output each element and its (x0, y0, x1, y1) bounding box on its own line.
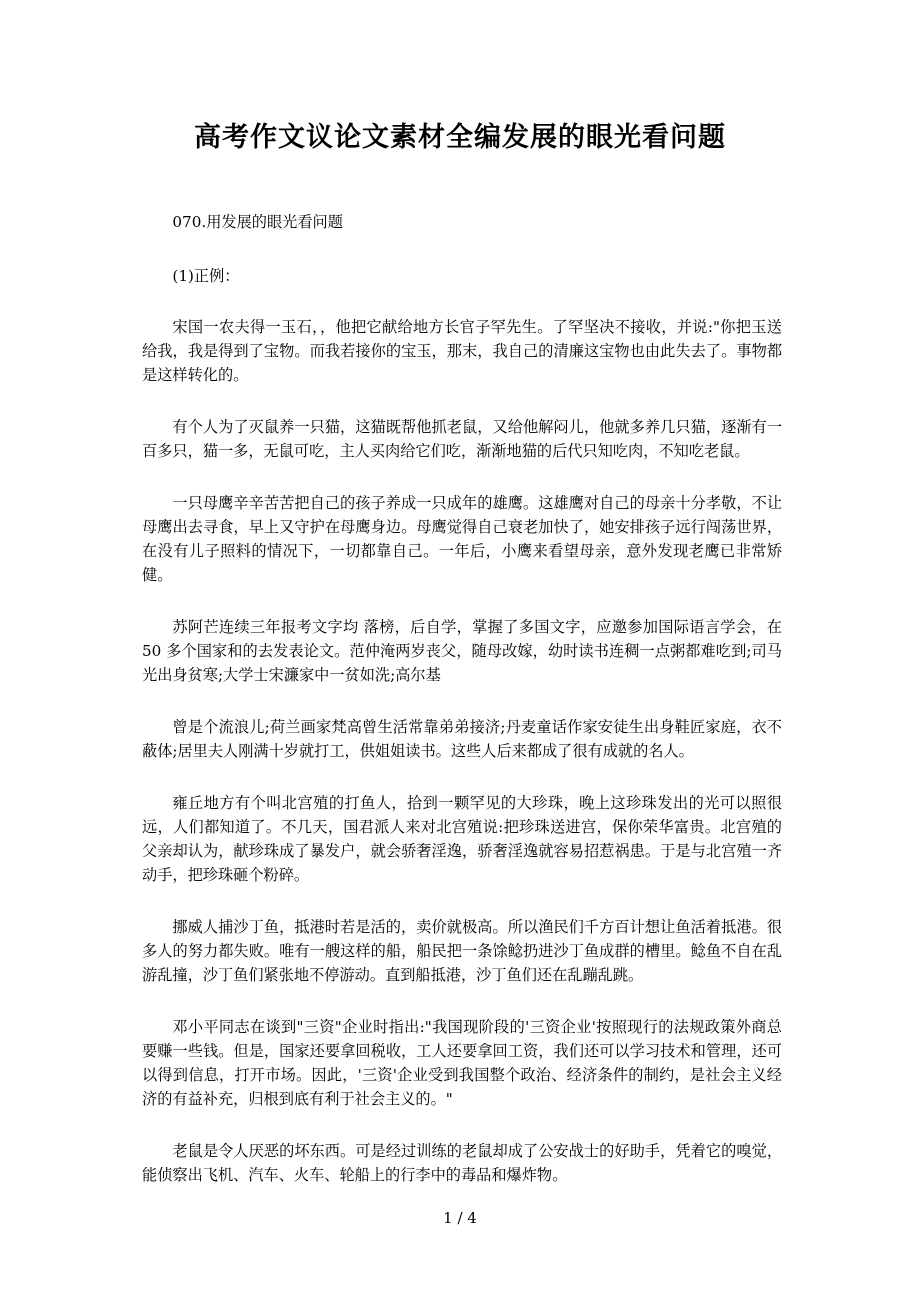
document-body (142, 210, 782, 1215)
sub-heading: (1)正例： (172, 267, 240, 285)
page-title: 高考作文议论文素材全编发展的眼光看问题 (194, 122, 726, 153)
paragraph: 挪威人捕沙丁鱼，抵港时若是活的，卖价就极高。所以渔民们千方百计想让鱼活着抵港。很多人的努力都失败。唯有一艘这样的船，船民把一条馀鲶扔进沙丁鱼成群的槽里。鲶鱼不自在乱游乱撞，沙丁鱼们紧张地不停游动。直到船抵港，沙丁鱼们还在乱蹦乱跳。 (142, 918, 782, 984)
section-heading: 070.用发展的眼光看问题 (172, 213, 343, 231)
paragraph: 苏阿芒连续三年报考文字均 落榜，后自学，掌握了多国文字，应邀参加国际语言学会，在 50 多个国家和的去发表论文。范仲淹两岁丧父，随母改嫁，幼时读书连稠一点粥都难吃到;司马光出身贫寒;大学士宋濂家中一贫如洗;高尔基 (142, 618, 782, 684)
paragraph: 宋国一农夫得一玉石，，他把它献给地方长官子罕先生。了罕坚决不接收，并说:"你把玉送给我，我是得到了宝物。而我若接你的宝玉，那末，我自己的清廉这宝物也由此失去了。事物都是这样转化的。 (142, 318, 782, 384)
page-number: 1 / 4 (443, 1209, 477, 1227)
paragraph: 邓小平同志在谈到"三资"企业时指出:"我国现阶段的'三资企业'按照现行的法规政策外商总要赚一些钱。但是，国家还要拿回税收，工人还要拿回工资，我们还可以学习技术和管理，还可以得到信息，打开市场。因此，'三资'企业受到我国整个政治、经济条件的制约，是社会主义经济的有益补充，归根到底有利于社会主义的。" (142, 1018, 782, 1108)
paragraph: 有个人为了灭鼠养一只猫，这猫既帮他抓老鼠，又给他解闷儿，他就多养几只猫，逐渐有一百多只，猫一多，无鼠可吃，主人买肉给它们吃，渐渐地猫的后代只知吃肉，不知吃老鼠。 (142, 418, 782, 460)
paragraph: 雍丘地方有个叫北宫殖的打鱼人，拾到一颗罕见的大珍珠，晚上这珍珠发出的光可以照很远，人们都知道了。不几天，国君派人来对北宫殖说:把珍珠送进宫，保你荣华富贵。北宫殖的父亲却认为，献珍珠成了暴发户，就会骄奢淫逸，骄奢淫逸就容易招惹祸患。于是与北宫殖一齐动手，把珍珠砸个粉碎。 (142, 794, 782, 884)
paragraph: 一只母鹰辛辛苦苦把自己的孩子养成一只成年的雄鹰。这雄鹰对自己的母亲十分孝敬，不让母鹰出去寻食，早上又守护在母鹰身边。母鹰觉得自己衰老加快了，她安排孩子远行闯荡世界，在没有儿子照料的情况下，一切都靠自己。一年后，小鹰来看望母亲，意外发现老鹰已非常矫健。 (142, 494, 782, 584)
paragraph: 老鼠是令人厌恶的坏东西。可是经过训练的老鼠却成了公安战士的好助手，凭着它的嗅觉，能侦察出飞机、汽车、火车、轮船上的行李中的毒品和爆炸物。 (142, 1142, 782, 1184)
paragraph: 曾是个流浪儿;荷兰画家梵高曾生活常靠弟弟接济;丹麦童话作家安徒生出身鞋匠家庭，衣不蔽体;居里夫人刚满十岁就打工，供姐姐读书。这些人后来都成了很有成就的名人。 (142, 718, 782, 760)
